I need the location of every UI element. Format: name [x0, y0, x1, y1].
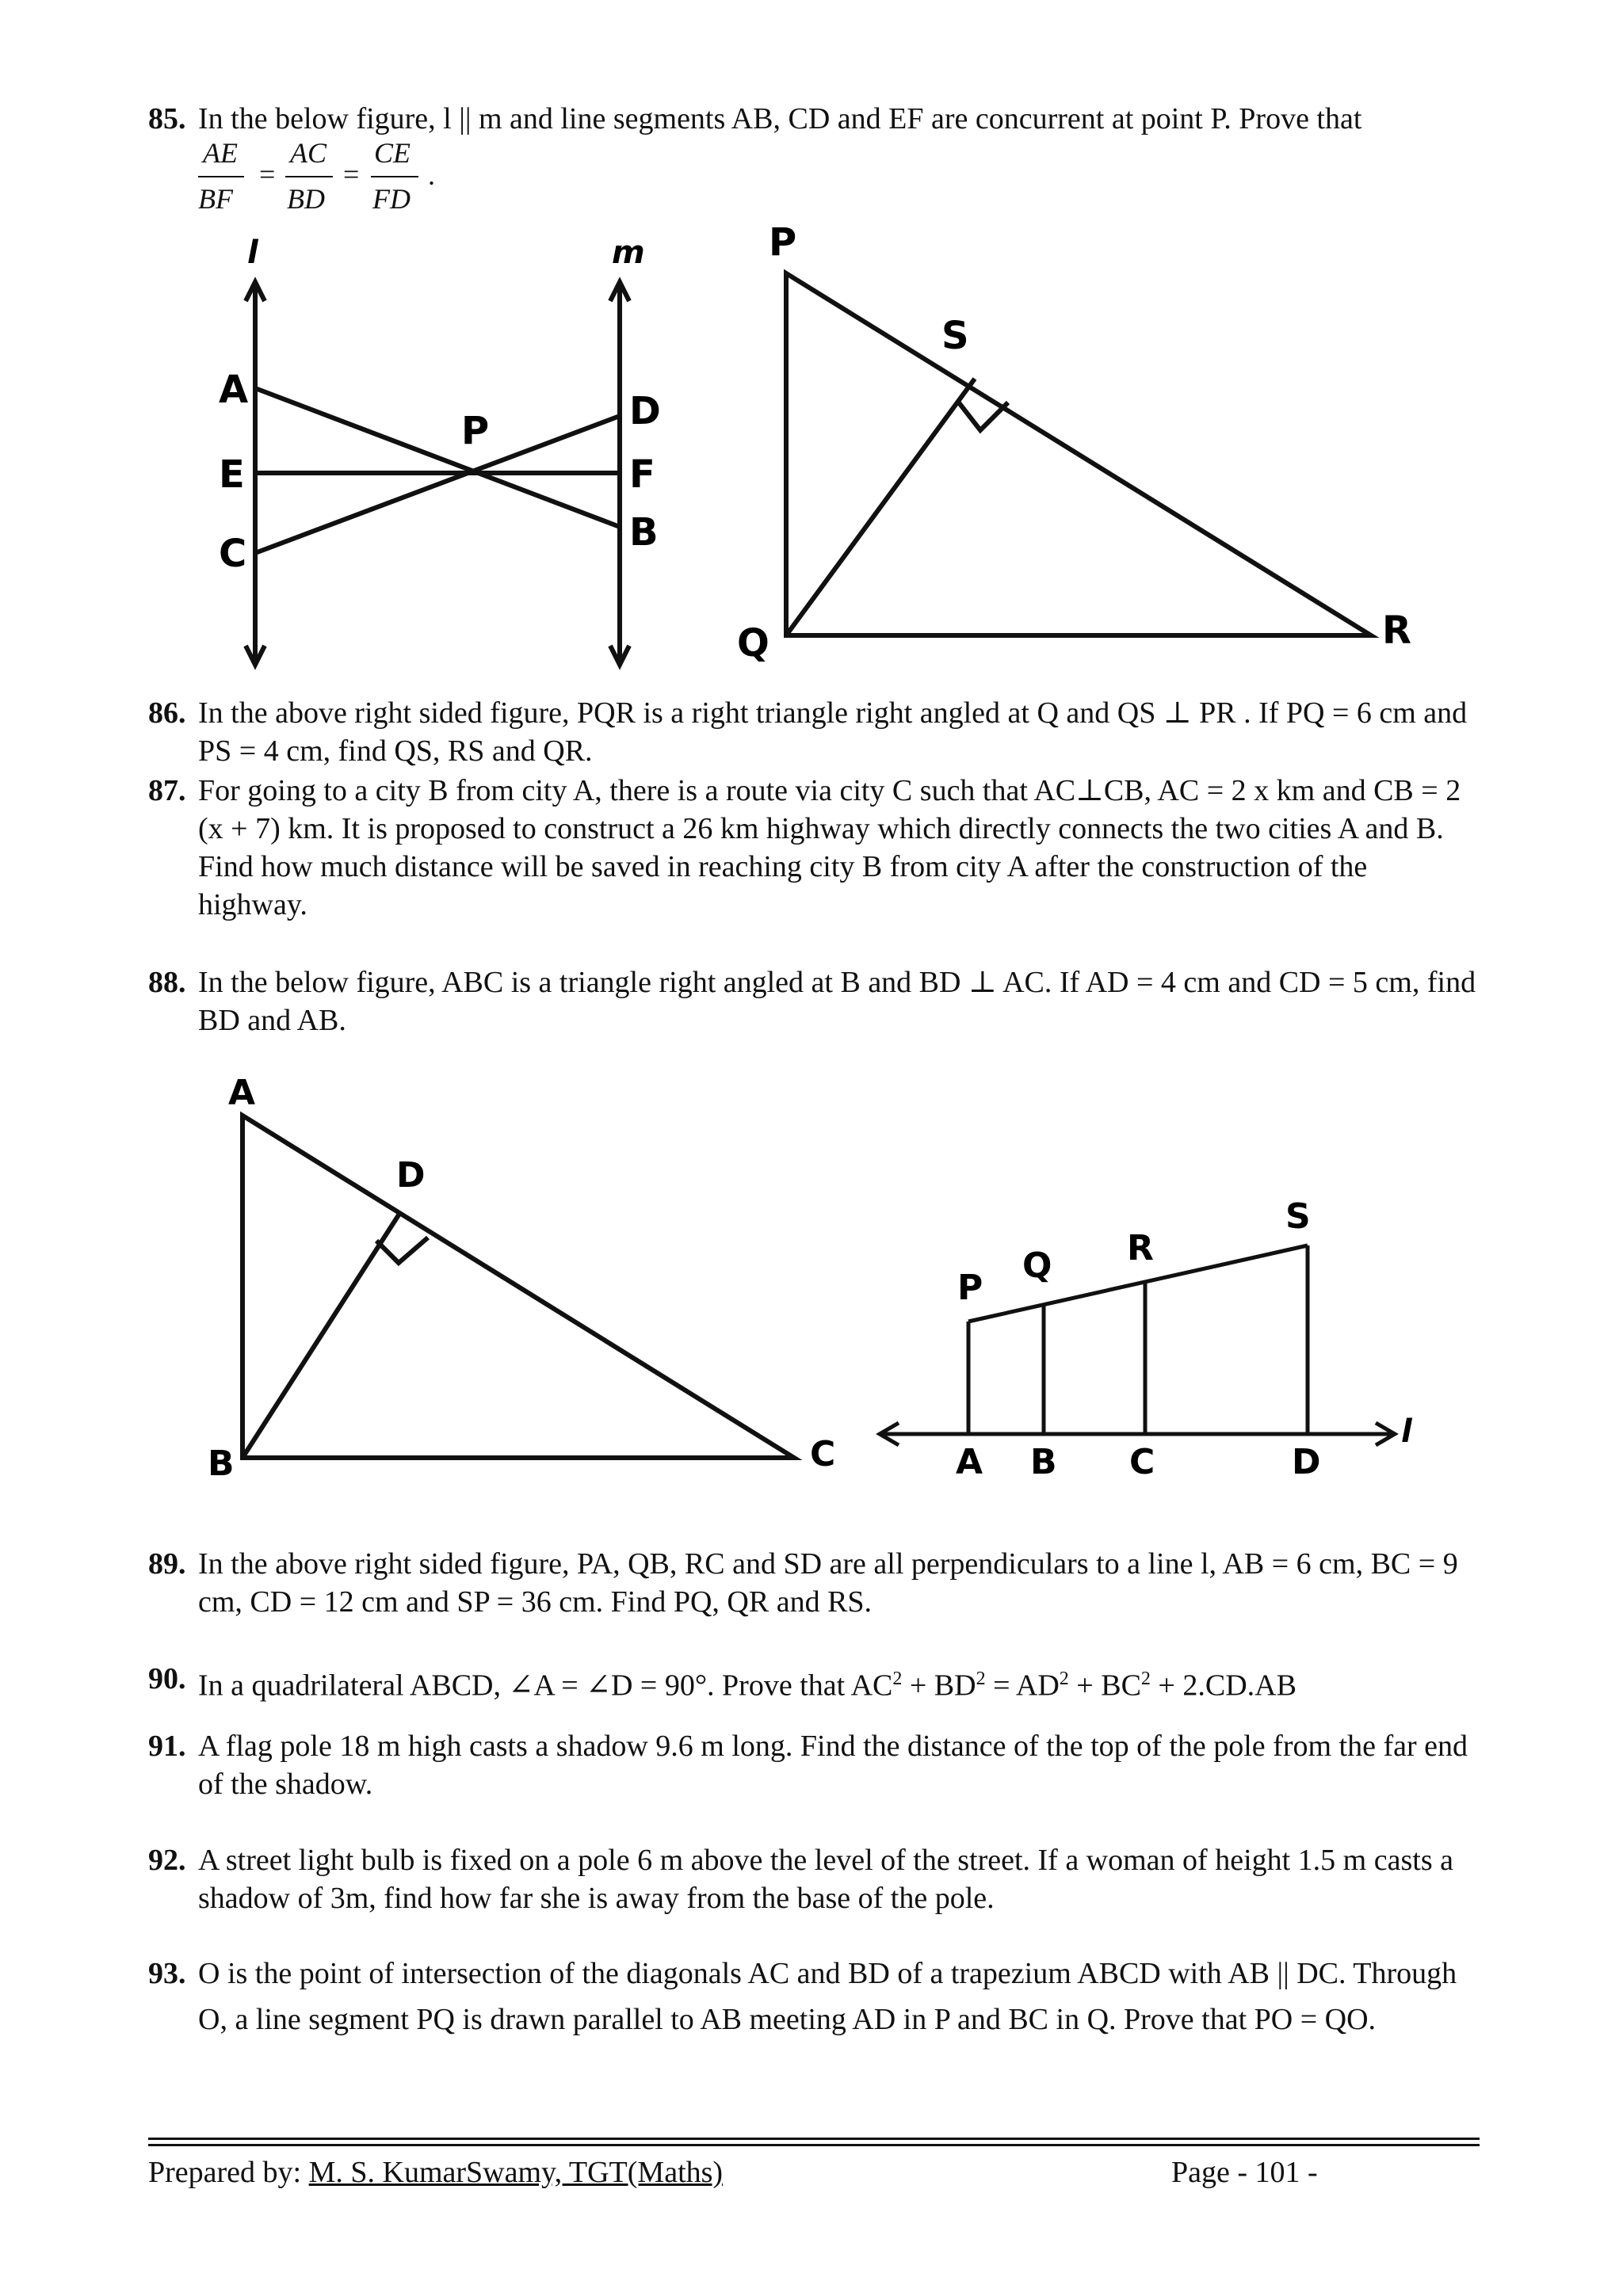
question-text: In the below figure, l || m and line segments AB, CD and EF are concurrent at point P. Prove that: [198, 102, 1362, 135]
numerator-ac: AC: [290, 137, 327, 169]
footer-author: M. S. KumarSwamy, TGT(Maths): [308, 2156, 724, 2189]
line-l-label: l: [247, 235, 258, 271]
question-93: [148, 1951, 1480, 2042]
question-number: 92.: [148, 1844, 186, 1877]
question-89: [148, 1545, 1480, 1621]
footer-page-number: Page - 101 -: [1171, 2156, 1318, 2189]
point-e-label: E: [219, 452, 245, 497]
question-text: In a quadrilateral ABCD, ∠A = ∠D = 90°. Prove that $AC^2 + BD^2 = AD^2 + BC^2 + 2.CD.AB$: [198, 1669, 1296, 1703]
question-92: [148, 1841, 1480, 1917]
point-a-label: A: [956, 1442, 983, 1482]
question-number: 86.: [148, 696, 186, 730]
point-d-label: D: [396, 1155, 426, 1196]
point-p-label: P: [957, 1268, 983, 1308]
point-q-label: Q: [1022, 1245, 1052, 1286]
point-p-label: P: [769, 222, 797, 265]
point-c-label: C: [1129, 1442, 1155, 1482]
ratio-equation: [198, 136, 436, 223]
point-b-label: B: [629, 510, 659, 555]
question-91: [148, 1727, 1480, 1803]
point-f-label: F: [629, 452, 655, 497]
point-d-label: D: [629, 389, 661, 433]
question-number: 88.: [148, 966, 186, 999]
figure-85-parallel-lines: [206, 230, 666, 681]
question-text: In the above right sided figure, PQR is a right triangle right angled at Q and QS ⊥ PR . If PQ = 6 cm and PS = 4 cm, find QS, RS and QR.: [198, 696, 1468, 768]
period: .: [428, 159, 435, 191]
question-text: In the below figure, ABC is a triangle right angled at B and BD ⊥ AC. If AD = 4 cm and CD = 5 cm, find BD and AB.: [198, 966, 1476, 1037]
footer-prepared-label: Prepared by:: [148, 2156, 302, 2189]
point-b-label: B: [1030, 1442, 1057, 1482]
question-text: A flag pole 18 m high casts a shadow 9.6 m long. Find the distance of the top of the pole from the far end of the shadow.: [198, 1730, 1468, 1801]
point-r-label: R: [1127, 1228, 1154, 1268]
question-text: A street light bulb is fixed on a pole 6 m above the level of the street. If a woman of height 1.5 m casts a shadow of 3m, find how far she is away from the base of the pole.: [198, 1844, 1453, 1915]
question-text: O is the point of intersection of the diagonals AC and BD of a trapezium ABCD with AB || DC. Through O, a line segment PQ is drawn parallel to AB meeting AD in P and BC in Q. Prove that PO = QO.: [198, 1957, 1457, 2036]
question-number: 90.: [148, 1662, 186, 1695]
equals-sign: =: [259, 158, 276, 190]
question-88: [148, 963, 1480, 1039]
denominator-bd: BD: [287, 183, 325, 215]
denominator-fd: FD: [372, 183, 411, 215]
question-85: [148, 100, 1480, 138]
question-number: 89.: [148, 1547, 186, 1581]
point-s-label: S: [941, 314, 969, 358]
figure-88-right-triangle-abc: [198, 1070, 856, 1489]
figure-86-right-triangle-pqr: [721, 222, 1450, 666]
numerator-ae: AE: [203, 137, 238, 169]
line-m-label: m: [612, 235, 645, 271]
point-d-label: D: [1292, 1442, 1321, 1482]
point-s-label: S: [1285, 1196, 1311, 1237]
numerator-ce: CE: [374, 137, 411, 169]
point-a-label: A: [219, 368, 249, 412]
question-text: For going to a city B from city A, there is a route via city C such that AC⊥CB, AC = 2 x km and CB = 2 (x + 7) km. It is proposed to construct a 26 km highway which directly connects the two cities A and B. Find how much distance will be saved in reaching city B from city A after the construction of the highway.: [198, 774, 1461, 921]
question-number: 93.: [148, 1957, 186, 1990]
line-l-label: l: [1401, 1413, 1412, 1450]
question-86: [148, 694, 1480, 770]
denominator-bf: BF: [198, 183, 233, 215]
footer-rule-bottom: [148, 2144, 1480, 2146]
point-c-label: C: [810, 1434, 836, 1474]
question-text: In the above right sided figure, PA, QB, RC and SD are all perpendiculars to a line l, AB = 6 cm, BC = 9 cm, CD = 12 cm and SP = 36 cm. Find PQ, QR and RS.: [198, 1547, 1458, 1619]
question-number: 87.: [148, 774, 186, 807]
question-87: [148, 772, 1480, 924]
point-a-label: A: [228, 1073, 256, 1113]
question-90: [148, 1660, 1480, 1705]
equals-sign: =: [343, 158, 360, 190]
point-p-label: P: [461, 409, 490, 453]
point-r-label: R: [1382, 608, 1411, 653]
question-number: 85.: [148, 102, 186, 135]
footer-rule-top: [148, 2138, 1480, 2140]
point-c-label: C: [219, 532, 247, 576]
point-b-label: B: [208, 1444, 235, 1484]
figure-89-perpendiculars: [872, 1196, 1442, 1489]
footer-prepared-by: [148, 2155, 723, 2190]
point-q-label: Q: [737, 621, 769, 666]
question-number: 91.: [148, 1730, 186, 1763]
